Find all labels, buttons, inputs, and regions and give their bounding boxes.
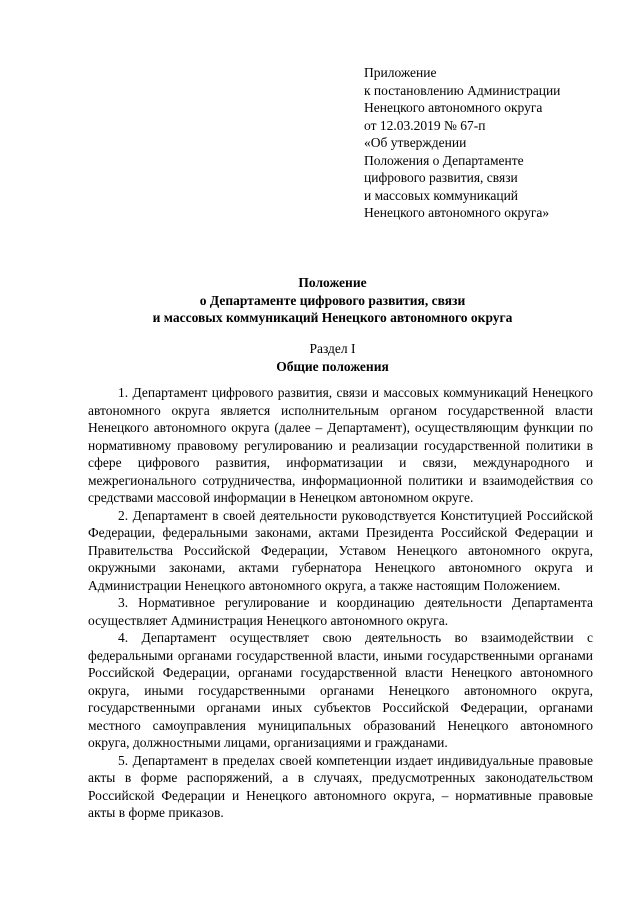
- title-line: и массовых коммуникаций Ненецкого автономного округа: [152, 310, 513, 325]
- section-header: [80, 340, 585, 375]
- paragraph-3: 3. Нормативное регулирование и координацию деятельности Департамента осуществляет Администрация Ненецкого автономного округа.: [88, 595, 593, 628]
- paragraph-4: 4. Департамент осуществляет свою деятельность во взаимодействии с федеральными органами государственной власти, иными государственными органами Российской Федерации, органами государственной власти Ненецкого автономного округа, иными государственными органами Ненецкого автономного округа, государственными органами иных субъектов Российской Федерации, органами местного самоуправления муниципальных образований Ненецкого автономного округа, должностными лицами, организациями и гражданами.: [88, 630, 593, 750]
- appendix-line: Приложение: [364, 65, 437, 80]
- appendix-line: «Об утверждении: [364, 135, 467, 150]
- section-heading: Общие положения: [276, 358, 389, 374]
- appendix-line: от 12.03.2019 № 67-п: [364, 117, 486, 133]
- appendix-line: цифрового развития, связи: [364, 170, 518, 185]
- appendix-line: Положения о Департаменте: [364, 152, 524, 168]
- title-line: Положение: [298, 275, 367, 290]
- document-body: [88, 384, 593, 822]
- appendix-line: к постановлению Администрации: [364, 82, 561, 98]
- appendix-line: Ненецкого автономного округа: [364, 100, 543, 115]
- appendix-line: Ненецкого автономного округа»: [364, 205, 550, 220]
- appendix-note: [364, 64, 624, 222]
- appendix-line: и массовых коммуникаций: [364, 187, 519, 203]
- paragraph-1: 1. Департамент цифрового развития, связи и массовых коммуникаций Ненецкого автономного округа является исполнительным органом государственной власти Ненецкого автономного округа (далее – Департамент), осуществляющим функции по нормативному правовому регулированию и реализации государственной политики в сфере цифрового развития, информатизации и связи, международного и межрегионального сотрудничества, информационной политики и взаимодействия со средствами массовой информации в Ненецком автономном округе.: [88, 385, 593, 505]
- section-number: Раздел I: [309, 341, 356, 356]
- paragraph-2: 2. Департамент в своей деятельности руководствуется Конституцией Российской Федерации, федеральными законами, актами Президента Российской Федерации и Правительства Российской Федерации, Уставом Ненецкого автономного округа, окружными законами, актами губернатора Ненецкого автономного округа и Администрации Ненецкого автономного округа, а также настоящим Положением.: [88, 507, 593, 593]
- paragraph-5: 5. Департамент в пределах своей компетенции издает индивидуальные правовые акты в форме распоряжений, а в случаях, предусмотренных законодательством Российской Федерации и Ненецкого автономного округа, – нормативные правовые акты в форме приказов.: [88, 752, 593, 820]
- document-title: [80, 274, 585, 327]
- title-line: о Департаменте цифрового развития, связи: [199, 292, 466, 308]
